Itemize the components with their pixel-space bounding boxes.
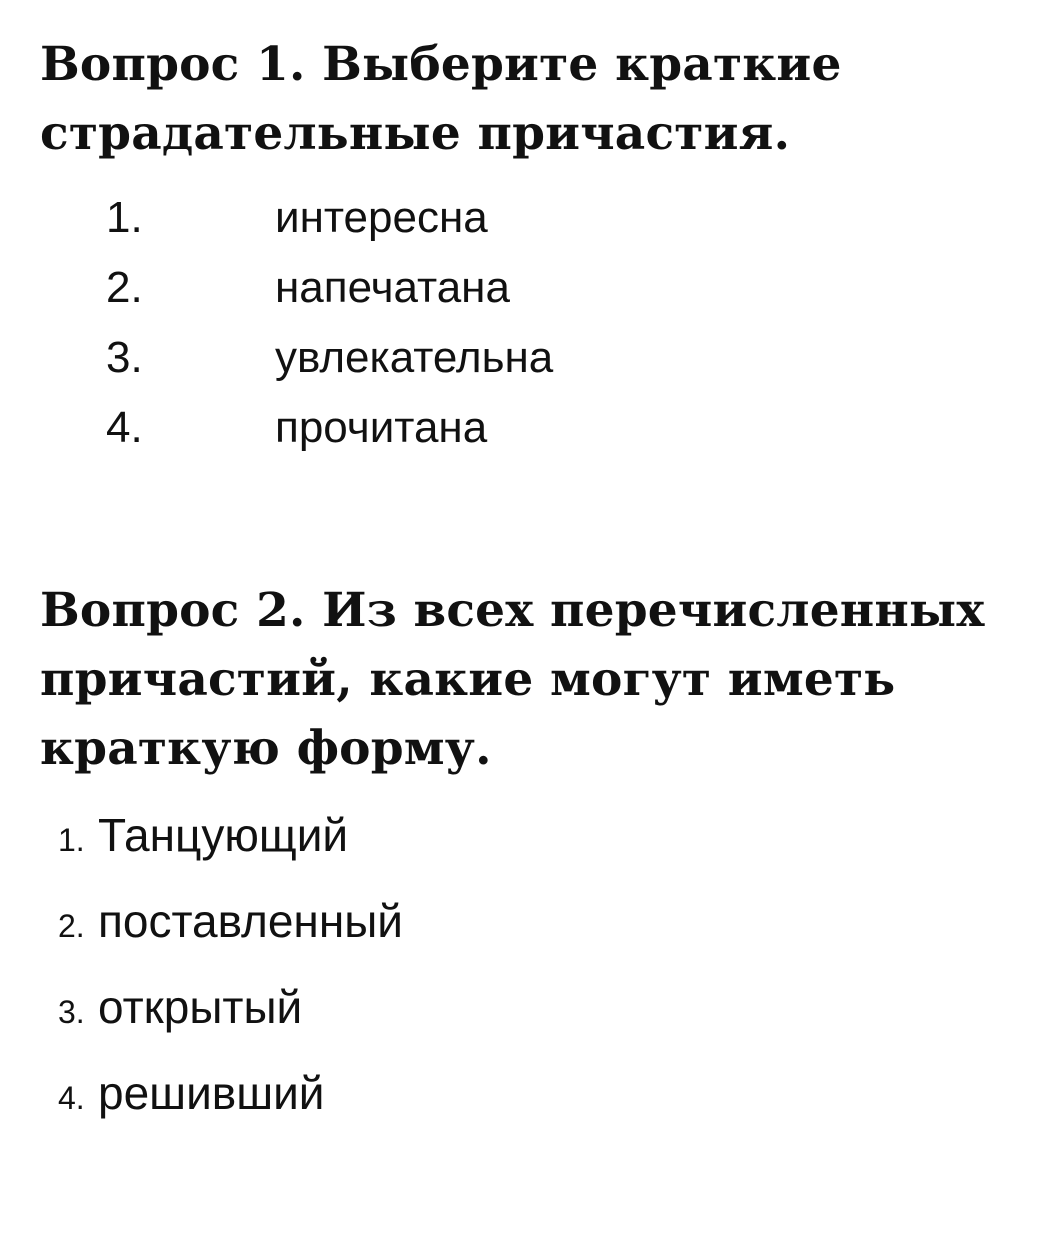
option-number: 1. xyxy=(58,822,85,858)
option-text: прочитана xyxy=(275,403,488,452)
option-number: 3. xyxy=(106,333,143,382)
option-number: 1. xyxy=(106,193,143,242)
question-2-title: Вопрос 2. Из всех перечисленных причастий, какие могут иметь краткую форму. xyxy=(40,583,985,776)
question-2-option xyxy=(58,792,348,878)
option-number: 3. xyxy=(58,994,85,1030)
option-text: открытый xyxy=(98,981,303,1033)
question-2-option xyxy=(58,878,403,964)
question-2-option xyxy=(58,1050,325,1136)
option-number: 2. xyxy=(58,908,85,944)
option-text: поставленный xyxy=(98,895,403,947)
option-text: напечатана xyxy=(275,263,510,312)
option-text: решивший xyxy=(98,1067,325,1119)
option-number: 2. xyxy=(106,263,143,312)
option-text: интересна xyxy=(275,193,488,242)
question-2-option xyxy=(58,964,302,1050)
option-text: увлекательна xyxy=(275,333,554,382)
question-1-title: Вопрос 1. Выберите краткие страдательные причастия. xyxy=(40,37,842,161)
option-number: 4. xyxy=(106,403,143,452)
option-number: 4. xyxy=(58,1080,85,1116)
option-text: Танцующий xyxy=(98,809,349,861)
